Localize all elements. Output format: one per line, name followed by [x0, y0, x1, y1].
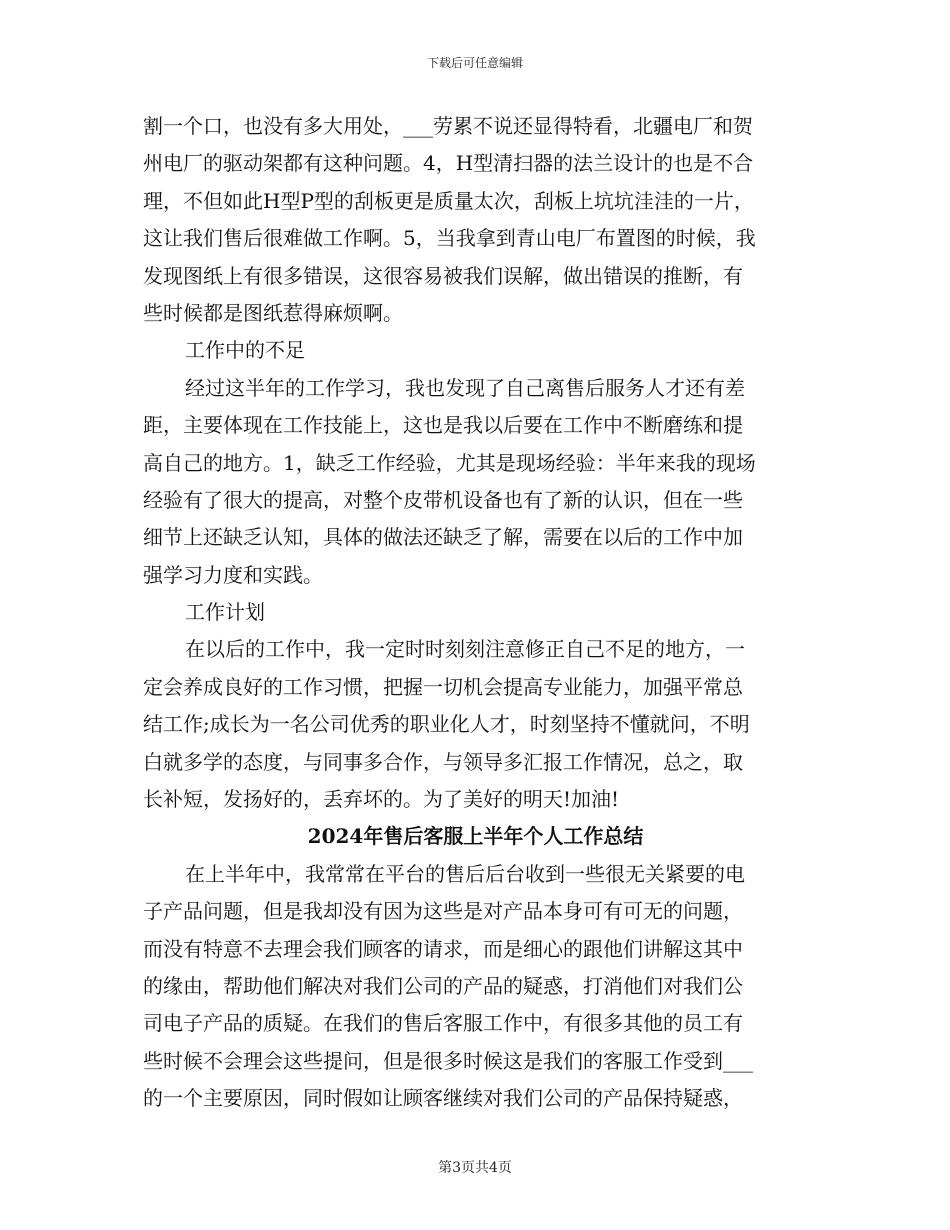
text-line: 割一个口，也没有多大用处，___劳累不说还显得特看，北疆电厂和贺 — [143, 114, 753, 138]
text-line: 在以后的工作中，我一定时时刻刻注意修正自己不足的地方，一 — [185, 637, 745, 662]
text-line: 定会养成良好的工作习惯，把握一切机会提高专业能力，加强平常总 — [143, 674, 743, 699]
text-line: 子产品问题，但是我却没有因为这些是对产品本身可有可无的问题， — [143, 899, 743, 924]
section-heading-work-plan: 工作计划 — [185, 600, 265, 625]
text-line: 经验有了很大的提高，对整个皮带机设备也有了新的认识，但在一些 — [143, 487, 743, 512]
text-line: 州电厂的驱动架都有这种问题。4，H型清扫器的法兰设计的也是不合 — [143, 151, 754, 176]
text-line: 距，主要体现在工作技能上，这也是我以后要在工作中不断磨练和提 — [143, 413, 743, 438]
section-heading-shortcomings: 工作中的不足 — [185, 338, 305, 363]
text-line: 而没有特意不去理会我们顾客的请求，而是细心的跟他们讲解这其中 — [143, 936, 743, 961]
text-line: 这让我们售后很难做工作啊。5，当我拿到青山电厂布置图的时候，我 — [143, 226, 756, 251]
text-line: 发现图纸上有很多错误，这很容易被我们误解，做出错误的推断，有 — [143, 263, 743, 288]
text-line: 高自己的地方。1，缺乏工作经验，尤其是现场经验：半年来我的现场 — [143, 450, 756, 475]
document-body — [143, 108, 808, 1118]
text-line: 经过这半年的工作学习，我也发现了自己离售后服务人才还有差 — [185, 375, 745, 400]
page-header: 下载后可任意编辑 — [426, 56, 523, 70]
text-line: 的一个主要原因，同时假如让顾客继续对我们公司的产品保持疑惑， — [143, 1086, 743, 1111]
text-line: 理，不但如此H型P型的刮板更是质量太次，刮板上坑坑洼洼的一片， — [143, 188, 754, 213]
text-line: 细节上还缺乏认知，具体的做法还缺乏了解，需要在以后的工作中加 — [143, 525, 743, 550]
text-line: 在上半年中，我常常在平台的售后后台收到一些很无关紧要的电 — [185, 861, 745, 886]
text-line: 长补短，发扬好的，丢弃坏的。为了美好的明天!加油! — [143, 787, 620, 812]
text-line: 司电子产品的质疑。在我们的售后客服工作中，有很多其他的员工有 — [143, 1011, 743, 1036]
document-title: 2024年售后客服上半年个人工作总结 — [307, 824, 644, 849]
text-line: 些时候不会理会这些提问，但是很多时候这是我们的客服工作受到___ — [143, 1048, 753, 1073]
page-footer: 第3页共4页 — [438, 1160, 512, 1176]
text-line: 强学习力度和实践。 — [143, 562, 323, 587]
text-line: 的缘由，帮助他们解决对我们公司的产品的疑惑，打消他们对我们公 — [143, 973, 743, 998]
text-line: 结工作;成长为一名公司优秀的职业化人才，时刻坚持不懂就问，不明 — [143, 712, 750, 737]
text-line: 白就多学的态度，与同事多合作，与领导多汇报工作情况，总之，取 — [143, 749, 743, 774]
text-line: 些时候都是图纸惹得麻烦啊。 — [143, 300, 403, 325]
